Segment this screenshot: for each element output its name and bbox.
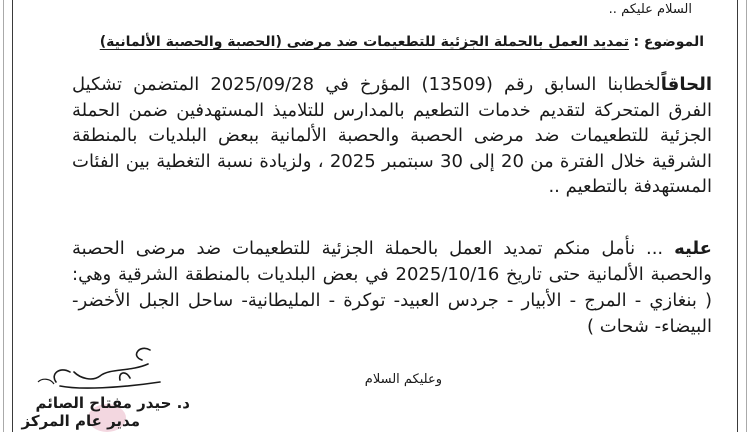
closing-salutation: وعليكم السلام [364, 372, 442, 387]
paragraph-reference-lead: الحاقاً [660, 74, 713, 95]
page-edge-right [746, 0, 747, 432]
paragraph-request-body: ... نأمل منكم تمديد العمل بالحملة الجزئية للتطعيمات ضد مرضى الحصبة والحصبة الألمانية حتى تاريخ 2025/10/16 في بعض البلديات بالمنطقة الشرقية وهي: ( بنغازي - المرج - الأبيار - جردس العبيد- توكرة - المليطانية- ساحل الجبل الأخضر- البيضاء- شحات ) [72, 238, 712, 337]
signatory-name: د. حيدر مفتاح الصائم [35, 394, 190, 412]
signatory-title: مدير عام المركز [21, 412, 140, 430]
handwritten-signature [30, 342, 190, 402]
paragraph-reference [72, 72, 712, 200]
subject-label: الموضوع : [633, 34, 704, 50]
paragraph-request [72, 236, 712, 340]
paragraph-reference-body: لخطابنا السابق رقم (13509) المؤرخ في 2025/09/28 المتضمن تشكيل الفرق المتحركة لتقديم خدمات التطعيم بالمدارس للتلاميذ المستهدفين ضمن الحملة الجزئية للتطعيمات ضد مرضى الحصبة والحصبة الألمانية ببعض البلديات بالمنطقة الشرقية خلال الفترة من 20 إلى 30 سبتمبر 2025 ، ولزيادة نسبة التغطية بين الفئات المستهدفة بالتطعيم .. [72, 74, 712, 197]
subject-line [100, 34, 704, 50]
page-edge-left [3, 0, 4, 432]
greeting: السلام عليكم .. [608, 2, 692, 17]
paragraph-request-lead: عليه [674, 238, 712, 259]
subject-text: تمديد العمل بالحملة الجزئية للتطعيمات ضد مرضى (الحصبة والحصبة الألمانية) [99, 34, 629, 50]
